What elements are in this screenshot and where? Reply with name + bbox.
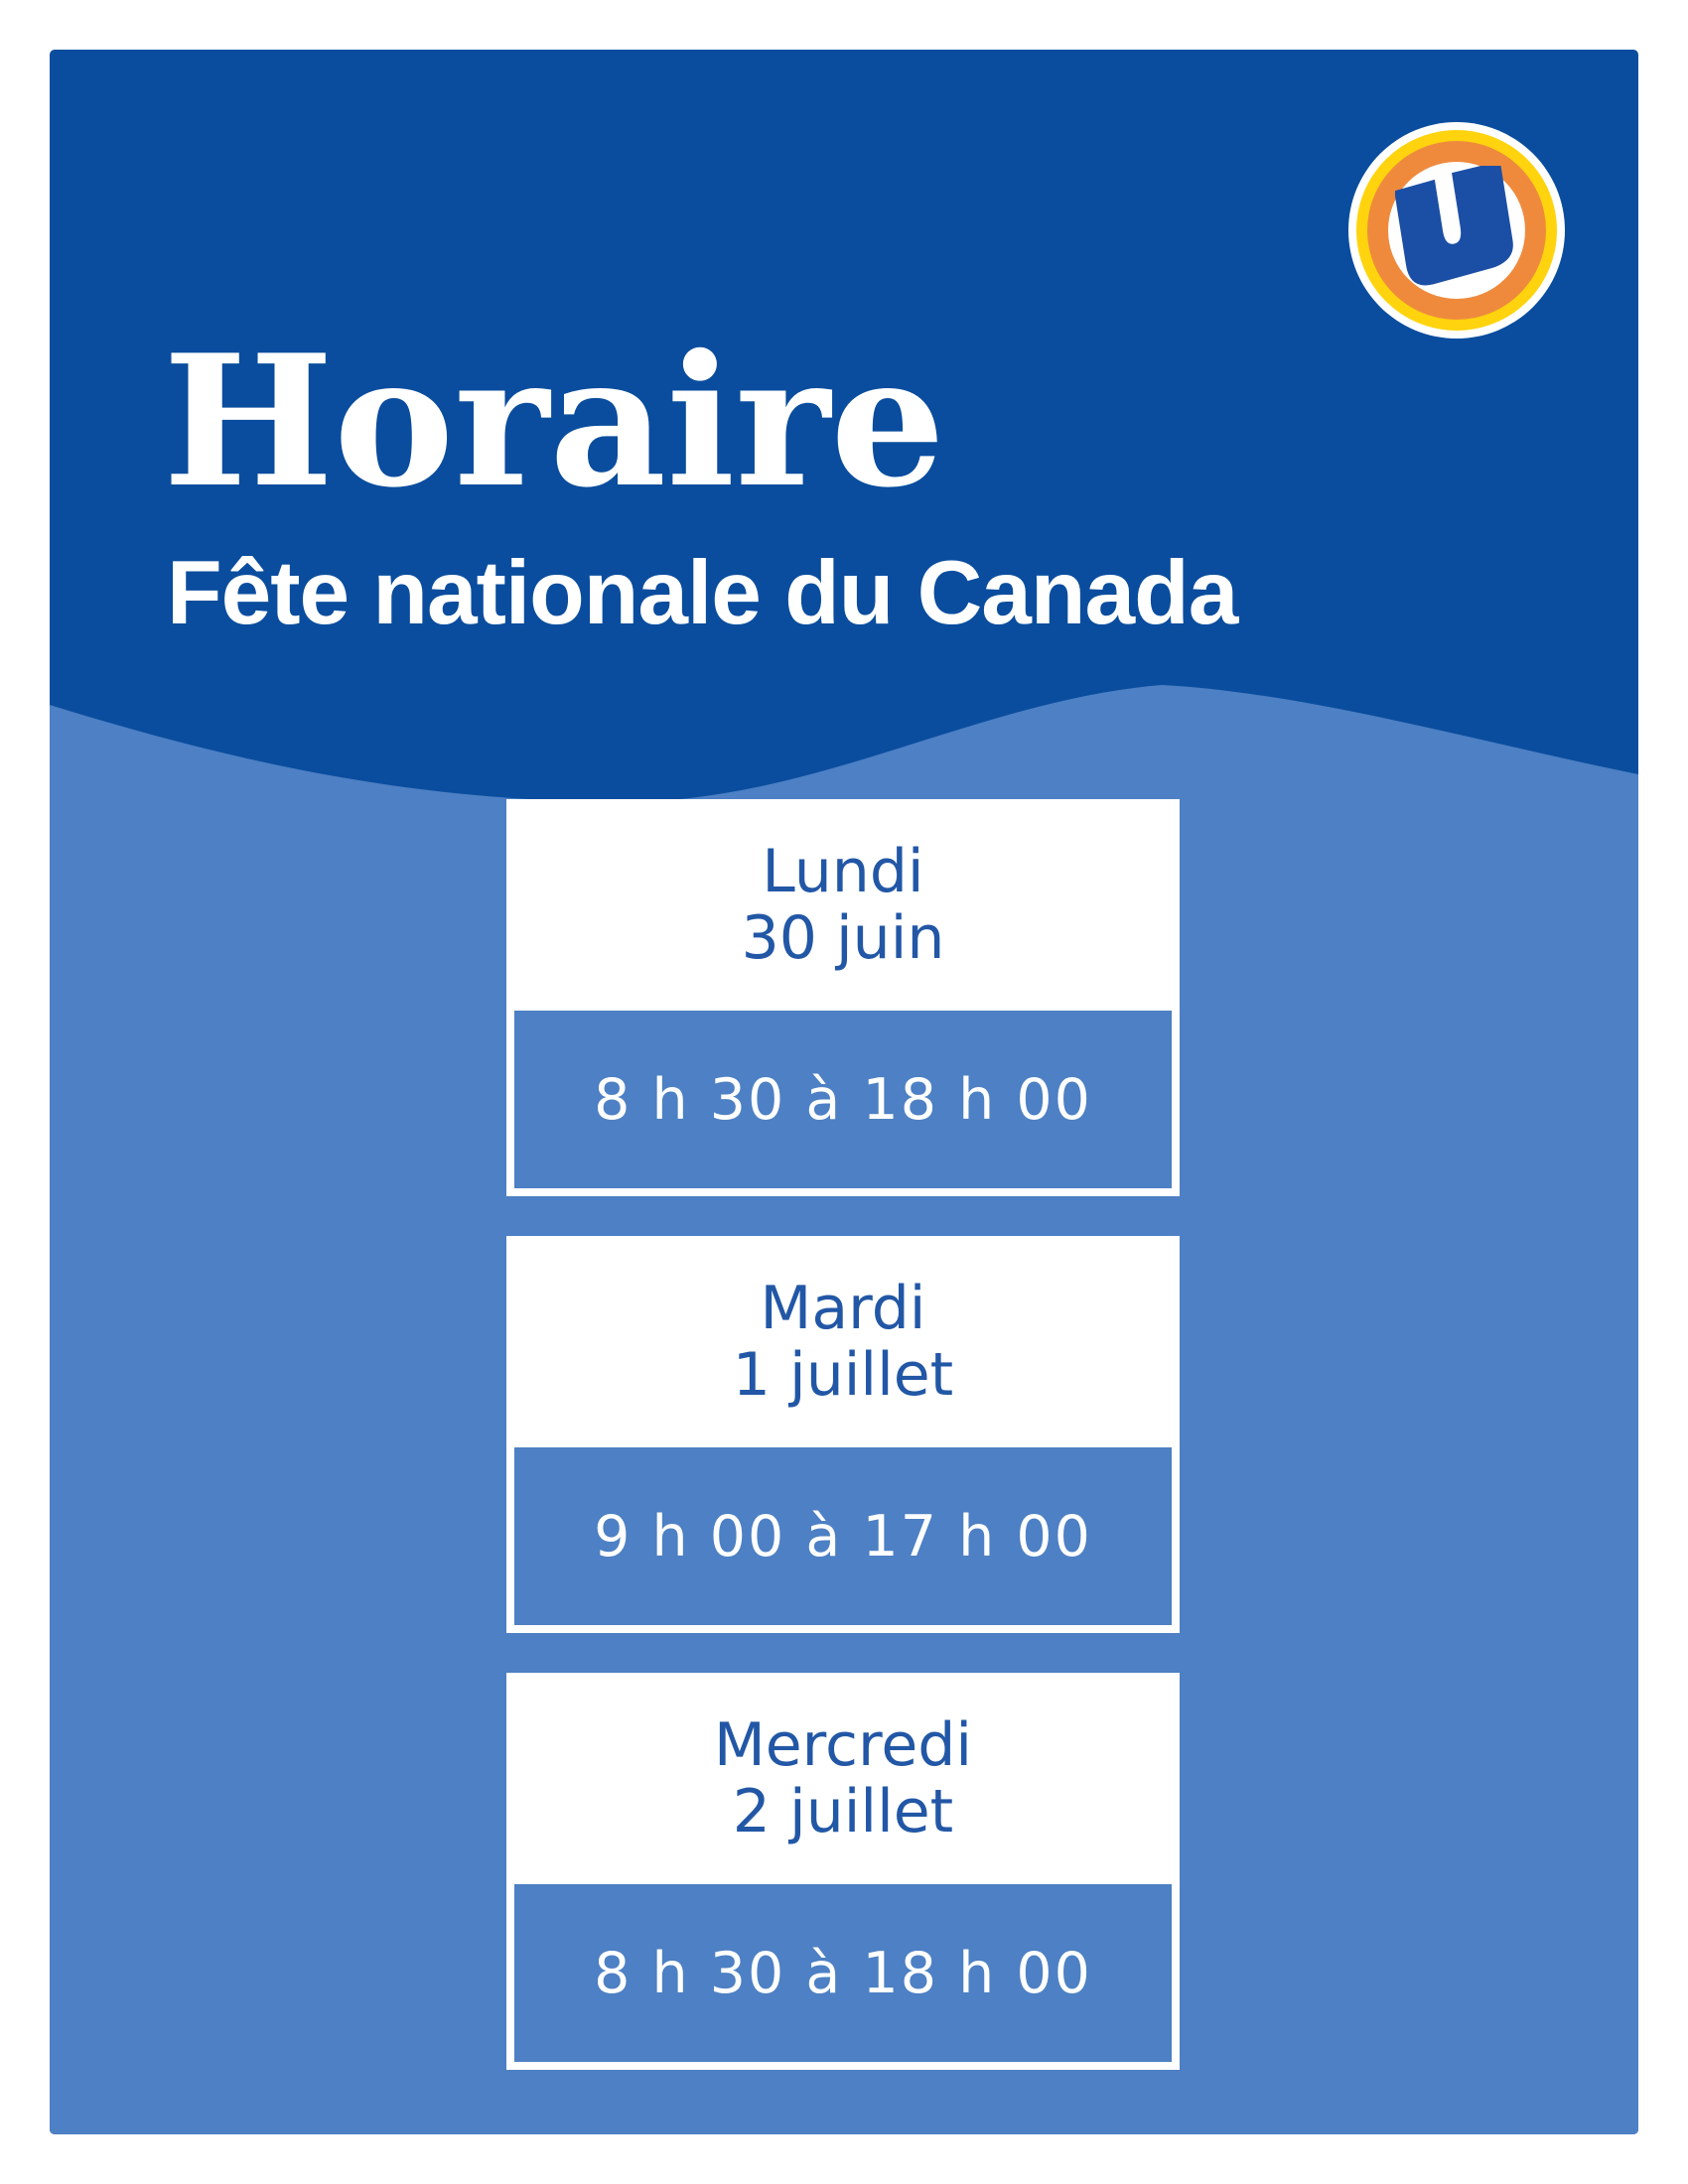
card-date-label: 2 juillet: [732, 1776, 954, 1846]
card-day-area: [514, 799, 1172, 1011]
page-subtitle: Fête nationale du Canada: [167, 543, 1238, 643]
page-title: Horaire: [163, 315, 945, 527]
card-day-area: [514, 1673, 1172, 1884]
schedule-card: [506, 799, 1180, 1196]
card-hours-value: 8 h 30 à 18 h 00: [594, 1066, 1092, 1133]
card-date-label: 30 juin: [741, 902, 945, 973]
poster: [50, 50, 1638, 2134]
card-day-label: Mardi: [760, 1273, 926, 1343]
logo-u-letter: [1395, 166, 1518, 293]
schedule-card: [506, 1673, 1180, 2070]
schedule-card-list: [506, 799, 1180, 2070]
card-day-label: Mercredi: [713, 1709, 973, 1780]
card-hours-box: [514, 1447, 1172, 1625]
brand-logo: [1348, 122, 1565, 339]
card-hours-box: [514, 1884, 1172, 2062]
card-day-area: [514, 1236, 1172, 1447]
card-hours-value: 8 h 30 à 18 h 00: [594, 1940, 1092, 2006]
schedule-card: [506, 1236, 1180, 1633]
card-date-label: 1 juillet: [732, 1339, 954, 1410]
card-day-label: Lundi: [762, 836, 924, 906]
card-hours-box: [514, 1011, 1172, 1188]
card-hours-value: 9 h 00 à 17 h 00: [594, 1503, 1092, 1570]
